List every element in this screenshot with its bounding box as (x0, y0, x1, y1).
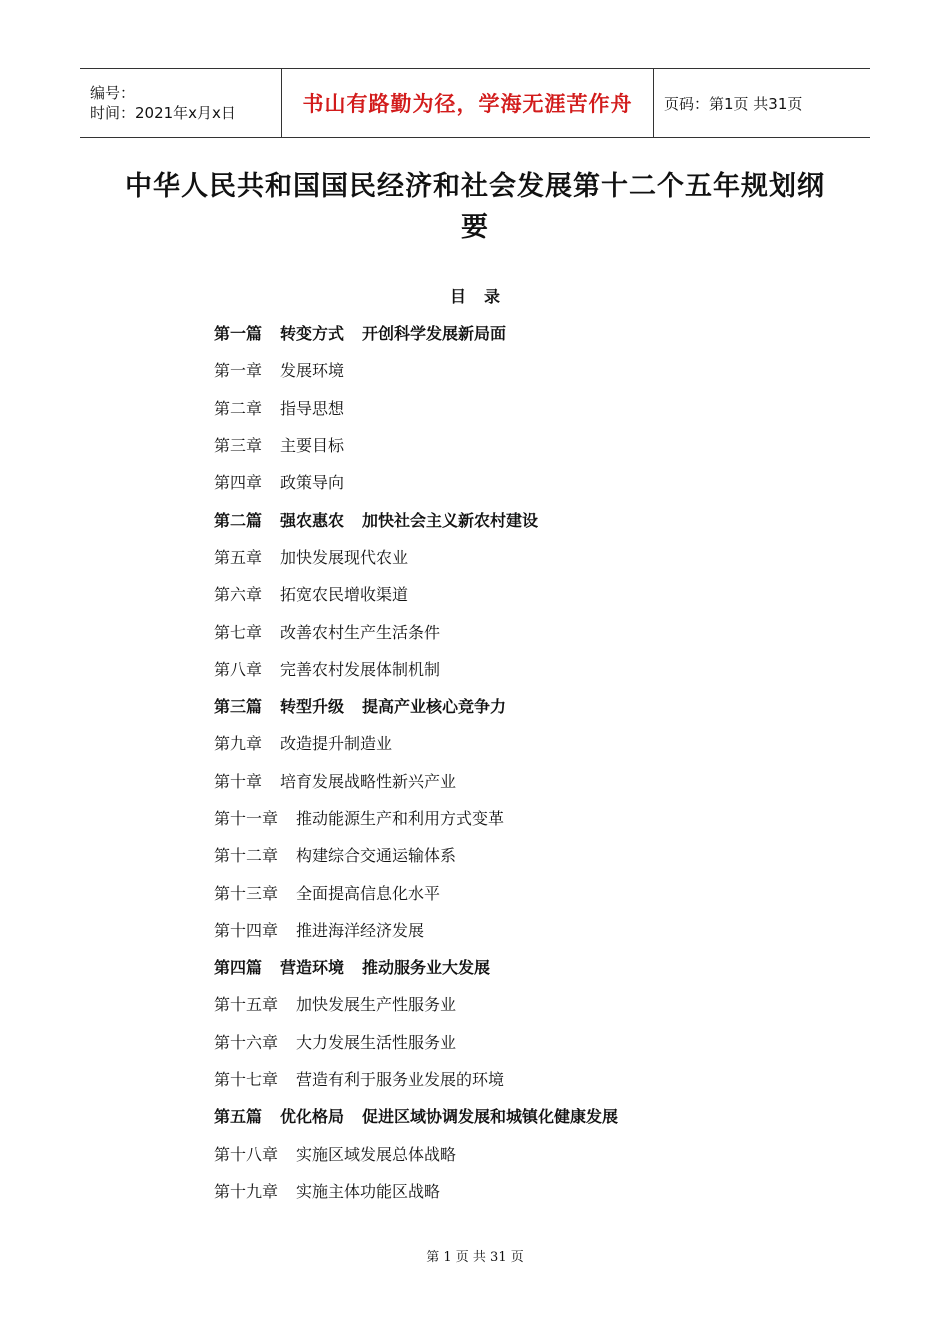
table-of-contents (214, 314, 834, 1209)
toc-entry-number: 第十三章 (214, 883, 279, 903)
toc-chapter-entry[interactable] (214, 1172, 834, 1209)
toc-entry-subtitle: 促进区域协调发展和城镇化健康发展 (362, 1107, 619, 1127)
toc-entry-number: 第六章 (214, 585, 263, 605)
toc-entry-title: 改造提升制造业 (280, 734, 393, 754)
serial-label: 编号： (90, 84, 136, 102)
toc-entry-number: 第一篇 (214, 324, 263, 344)
toc-part-entry[interactable] (214, 948, 834, 985)
toc-part-entry[interactable] (214, 1097, 834, 1134)
toc-entry-title: 推动能源生产和利用方式变革 (296, 809, 505, 828)
header-meta (80, 69, 281, 137)
toc-entry-number: 第十二章 (214, 846, 279, 866)
document-title: 中华人民共和国国民经济和社会发展第十二个五年规划纲要 (125, 171, 825, 243)
toc-entry-title: 强农惠农 (280, 510, 345, 530)
toc-chapter-entry[interactable] (214, 762, 834, 799)
toc-chapter-entry[interactable] (214, 1135, 834, 1172)
toc-entry-number: 第一章 (214, 361, 263, 381)
toc-entry-title: 转变方式 (280, 324, 345, 344)
page-info-text: 页码：第1页 共31页 (664, 94, 803, 113)
toc-entry-title: 转型升级 (280, 697, 345, 717)
header-motto (281, 69, 654, 137)
toc-entry-title: 培育发展战略性新兴产业 (280, 771, 457, 791)
toc-entry-title: 发展环境 (280, 361, 345, 381)
page-header (80, 68, 870, 138)
toc-chapter-entry[interactable] (214, 650, 834, 687)
toc-chapter-entry[interactable] (214, 575, 834, 612)
toc-entry-number: 第三篇 (214, 697, 263, 717)
toc-entry-number: 第十五章 (214, 995, 279, 1015)
toc-entry-title: 完善农村发展体制机制 (280, 659, 441, 679)
toc-entry-number: 第七章 (214, 622, 263, 642)
toc-entry-title: 加快发展生产性服务业 (296, 995, 457, 1015)
toc-chapter-entry[interactable] (214, 538, 834, 575)
toc-chapter-entry[interactable] (214, 463, 834, 500)
toc-chapter-entry[interactable] (214, 873, 834, 910)
toc-entry-number: 第十六章 (214, 1032, 279, 1052)
toc-entry-subtitle: 推动服务业大发展 (362, 958, 491, 978)
toc-part-entry[interactable] (214, 500, 834, 537)
toc-entry-number: 第十一章 (214, 809, 279, 828)
toc-entry-title: 构建综合交通运输体系 (296, 846, 457, 866)
toc-entry-number: 第二章 (214, 398, 263, 418)
toc-part-entry[interactable] (214, 314, 834, 351)
toc-chapter-entry[interactable] (214, 426, 834, 463)
toc-entry-number: 第四章 (214, 473, 263, 493)
toc-chapter-entry[interactable] (214, 836, 834, 873)
toc-entry-title: 指导思想 (280, 398, 345, 418)
toc-entry-number: 第十九章 (214, 1181, 279, 1201)
toc-entry-number: 第十四章 (214, 920, 279, 940)
toc-entry-title: 改善农村生产生活条件 (280, 622, 441, 642)
time-label: 时间：2021年x月x日 (90, 104, 236, 122)
page-footer: 第 1 页 共 31 页 (426, 1250, 524, 1265)
motto-text: 书山有路勤为径，学海无涯苦作舟 (302, 92, 633, 116)
toc-entry-title: 推进海洋经济发展 (296, 920, 425, 940)
toc-part-entry[interactable] (214, 687, 834, 724)
toc-entry-number: 第三章 (214, 436, 263, 456)
toc-entry-title: 实施主体功能区战略 (296, 1181, 441, 1201)
toc-chapter-entry[interactable] (214, 911, 834, 948)
toc-entry-number: 第十七章 (214, 1070, 279, 1090)
toc-chapter-entry[interactable] (214, 724, 834, 761)
toc-entry-title: 优化格局 (280, 1107, 345, 1127)
toc-entry-title: 政策导向 (280, 473, 345, 493)
toc-entry-number: 第十八章 (214, 1144, 279, 1164)
toc-entry-number: 第四篇 (214, 958, 263, 978)
toc-chapter-entry[interactable] (214, 389, 834, 426)
toc-entry-title: 加快发展现代农业 (280, 547, 409, 567)
header-page-info (654, 69, 870, 137)
toc-chapter-entry[interactable] (214, 612, 834, 649)
toc-chapter-entry[interactable] (214, 799, 834, 836)
toc-entry-title: 营造有利于服务业发展的环境 (296, 1070, 505, 1090)
toc-chapter-entry[interactable] (214, 1023, 834, 1060)
toc-entry-number: 第十章 (214, 771, 263, 791)
toc-entry-title: 大力发展生活性服务业 (296, 1032, 457, 1052)
toc-chapter-entry[interactable] (214, 1060, 834, 1097)
toc-entry-title: 全面提高信息化水平 (296, 883, 441, 903)
toc-entry-number: 第八章 (214, 659, 263, 679)
toc-entry-number: 第九章 (214, 734, 263, 754)
toc-entry-subtitle: 提高产业核心竞争力 (362, 697, 507, 717)
toc-entry-title: 实施区域发展总体战略 (296, 1144, 457, 1164)
toc-entry-number: 第五章 (214, 547, 263, 567)
toc-entry-title: 主要目标 (280, 436, 345, 456)
toc-heading: 目录 (449, 287, 518, 306)
toc-entry-title: 拓宽农民增收渠道 (280, 585, 409, 605)
toc-entry-subtitle: 开创科学发展新局面 (362, 324, 507, 344)
toc-chapter-entry[interactable] (214, 985, 834, 1022)
toc-entry-subtitle: 加快社会主义新农村建设 (362, 510, 539, 530)
toc-chapter-entry[interactable] (214, 351, 834, 388)
toc-entry-title: 营造环境 (280, 958, 345, 978)
toc-entry-number: 第二篇 (214, 510, 263, 530)
toc-entry-number: 第五篇 (214, 1107, 263, 1127)
